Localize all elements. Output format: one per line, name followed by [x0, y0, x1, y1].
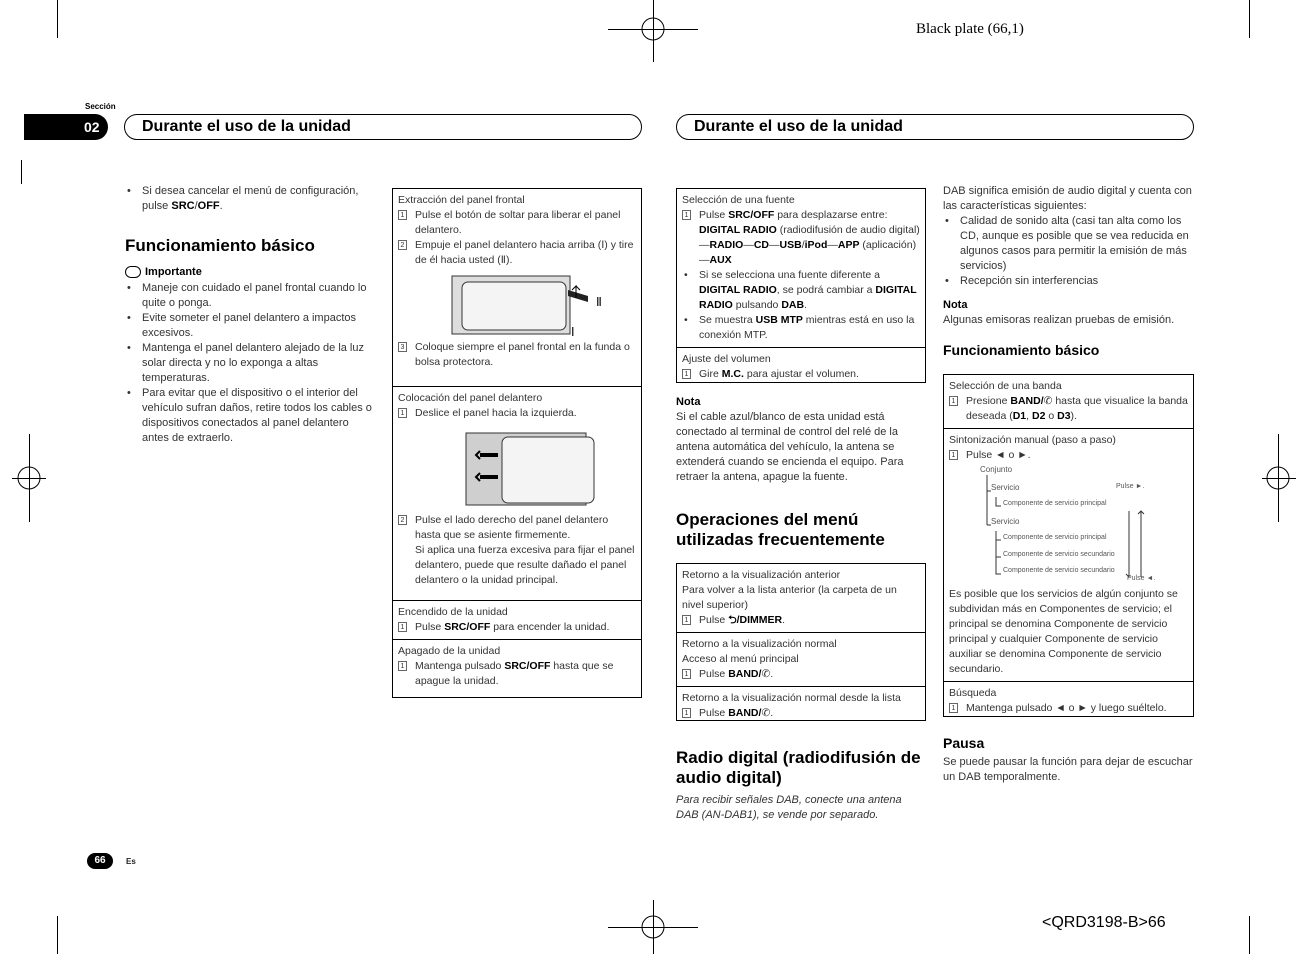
step: 1 Pulse SRC/OFF para encender la unidad. — [398, 620, 636, 635]
svg-text:Ⅱ: Ⅱ — [596, 295, 602, 309]
important-list — [125, 281, 377, 446]
section-title: Extracción del panel frontal — [398, 194, 525, 206]
step: 1 Gire M.C. para ajustar el volumen. — [682, 367, 920, 382]
column-4: DAB significa emisión de audio digital y cuenta con las características siguientes: • Calidad de sonido alta (casi tan alta como los CD, aunque es posible que se vea reducida en algunos casos para permitir la emisión de más servicios) • Recepción sin interferencias Nota Algunas emisoras realizan pruebas de emisión. Funcionamiento básico — [943, 184, 1194, 358]
section-retorno-normal: Retorno a la visualización normal Acceso al menú principal 1 Pulse BAND/✆. — [677, 633, 925, 687]
column-1 — [125, 184, 377, 446]
heading-operaciones: Operaciones del menú utilizadas frecuentemente — [676, 510, 885, 549]
phone-icon: ✆ — [761, 707, 771, 719]
document-code: <QRD3198-B>66 — [1042, 914, 1166, 931]
step: 3 Coloque siempre el panel frontal en la funda o bolsa protectora. — [398, 340, 636, 370]
registration-mark-icon — [636, 12, 670, 46]
step: 1 Mantenga pulsado ◄ o ► y luego suéltelo. — [949, 701, 1188, 716]
section-retorno-lista — [677, 687, 925, 725]
important-label: Importante — [125, 266, 377, 278]
heading-radio-digital: Radio digital (radiodifusión de audio digital) — [676, 748, 921, 787]
tree-node: Pulse ◄. — [1127, 575, 1156, 582]
antenna-note: Nota Si el cable azul/blanco de esta unidad está conectado al terminal de control del relé de la antena automática del vehículo, la antena se extenderá cuando se encienda el equipo. Para retraer la antena, apague la fuente. — [676, 396, 904, 483]
section-apagado — [393, 640, 641, 693]
section-busqueda — [944, 682, 1193, 720]
list-item: • Calidad de sonido alta (casi tan alta como los CD, aunque es posible que se vea reducida en algunos casos para permitir la emisión de más servicios) — [943, 214, 1194, 274]
section-title: Selección de una fuente — [682, 194, 795, 206]
section-title: Búsqueda — [949, 687, 997, 699]
list-item: • Si se selecciona una fuente diferente a DIGITAL RADIO, se podrá cambiar a DIGITAL RADIO pulsando DAB. — [682, 268, 920, 313]
page-number: 66 — [87, 853, 113, 869]
tree-node: Componente de servicio secundario — [1003, 551, 1115, 558]
language-code: Es — [126, 857, 136, 866]
svg-text:Ⅰ: Ⅰ — [571, 325, 575, 339]
source-notes — [682, 268, 920, 343]
list-item: • Evite someter el panel delantero a impactos excesivos. — [125, 311, 377, 341]
section-sintonizacion: Sintonización manual (paso a paso) 1 Pulse ◄ o ►. Conjunto Servicio Componente de servicio principal Servicio Componente de servicio principal Componente de servicio secundario Componente de servicio secundario Pulse ►. Pulse ◄. Es posible que los servicios de algún conjunto se subdividan más en Componentes de servicio; el principal se denomina Componente de servicio principal y cualquier Componente de servicio auxiliar se denomina Componente de servicio secundario. — [944, 429, 1193, 682]
panel-removal-illustration — [398, 268, 638, 340]
phone-icon: ✆ — [1043, 395, 1053, 407]
section-title: Colocación del panel delantero — [398, 392, 543, 404]
step: 1 Pulse el botón de soltar para liberar el panel delantero. — [398, 208, 636, 238]
step: 2 Pulse el lado derecho del panel delantero hasta que se asiente firmemente. Si aplica una fuerza excesiva para fijar el panel delantero, puede que resulte dañado el panel delantero o la unidad principal. — [398, 513, 636, 588]
step: 2 Empuje el panel delantero hacia arriba (Ⅰ) y tire de él hacia usted (Ⅱ). — [398, 238, 636, 268]
procedure-box-panel — [392, 188, 642, 698]
step: 1 Deslice el panel hacia la izquierda. — [398, 406, 636, 421]
plate-label: Black plate (66,1) — [916, 21, 1024, 37]
list-item: • Recepción sin interferencias — [943, 274, 1194, 289]
list-item: • Mantenga el panel delantero alejado de la luz solar directa y no lo exponga a altas temperaturas. — [125, 341, 377, 386]
procedure-box-source — [676, 188, 926, 383]
tree-node: Pulse ►. — [1116, 483, 1145, 490]
list-item: • Para evitar que el dispositivo o el interior del vehículo sufran daños, retire todos los cables o dispositivos conectados al panel delantero antes de extraerlo. — [125, 386, 377, 446]
crop-mark — [1249, 0, 1250, 38]
dab-features — [943, 214, 1194, 289]
section-volumen — [677, 348, 925, 386]
heading-funcionamiento: Funcionamiento básico — [125, 236, 315, 255]
heading-pausa: Pausa — [943, 735, 985, 751]
crop-mark — [1249, 916, 1250, 954]
registration-mark-icon — [12, 461, 46, 495]
tree-node: Componente de servicio principal — [1003, 534, 1107, 541]
list-item: • Si desea cancelar el menú de configuración, pulse SRC/OFF. — [125, 184, 377, 214]
registration-mark-icon — [636, 910, 670, 944]
important-icon — [125, 266, 141, 278]
section-colocacion — [393, 387, 641, 601]
section-title: Sintonización manual (paso a paso) — [949, 434, 1116, 446]
step: 1 Pulse SRC/OFF para desplazarse entre: DIGITAL RADIO (radiodifusión de audio digital)—RADIO—CD—USB/iPod—APP (aplicación)—AUX — [682, 208, 920, 268]
crop-mark — [21, 160, 22, 184]
step: 1 Presione BAND/✆ hasta que visualice la banda deseada (D1, D2 o D3). — [949, 394, 1188, 424]
crop-mark — [57, 0, 58, 38]
section-fuente — [677, 189, 925, 348]
section-label: Sección — [85, 102, 116, 111]
section-retorno-anterior: Retorno a la visualización anterior Para volver a la lista anterior (la carpeta de un nivel superior) 1 Pulse ⮌/DIMMER. — [677, 564, 925, 633]
step: 1 Pulse ◄ o ►. — [949, 448, 1188, 463]
section-extraccion — [393, 189, 641, 387]
tree-node: Conjunto — [980, 465, 1013, 474]
service-tree-diagram — [949, 463, 1188, 583]
procedure-box-dab — [943, 374, 1194, 717]
section-banda — [944, 375, 1193, 429]
step: 1 Mantenga pulsado SRC/OFF hasta que se apague la unidad. — [398, 659, 636, 689]
intro-list — [125, 184, 377, 214]
tree-lines — [949, 463, 1189, 583]
crop-mark — [0, 55, 38, 56]
section-title: Apagado de la unidad — [398, 645, 501, 657]
section-title: Retorno a la visualización normal — [682, 638, 837, 650]
registration-mark-icon — [1261, 461, 1295, 495]
header-title-right: Durante el uso de la unidad — [676, 114, 1194, 140]
panel-attach-illustration — [398, 421, 638, 513]
tree-node: Componente de servicio secundario — [1003, 567, 1115, 574]
section-title: Encendido de la unidad — [398, 606, 508, 618]
header-title-left: Durante el uso de la unidad — [124, 114, 642, 140]
step: 1 Pulse ⮌/DIMMER. — [682, 613, 920, 628]
list-item: • Se muestra USB MTP mientras está en uso la conexión MTP. — [682, 313, 920, 343]
crop-mark — [57, 916, 58, 954]
step: 1 Pulse BAND/✆. — [682, 667, 920, 682]
section-number: 02 — [24, 114, 108, 140]
pausa-text: Se puede pausar la función para dejar de escuchar un DAB temporalmente. — [943, 756, 1193, 783]
heading-funcionamiento-dab: Funcionamiento básico — [943, 342, 1100, 358]
section-encendido — [393, 601, 641, 640]
dab-intro: Para recibir señales DAB, conecte una antena DAB (AN-DAB1), se vende por separado. — [676, 794, 902, 821]
tree-node: Servicio — [991, 517, 1020, 526]
tree-node: Componente de servicio principal — [1003, 500, 1107, 507]
section-title: Selección de una banda — [949, 380, 1062, 392]
procedure-box-menu — [676, 563, 926, 721]
step: 1 Pulse BAND/✆. — [682, 706, 920, 721]
list-item: • Maneje con cuidado el panel frontal cuando lo quite o ponga. — [125, 281, 377, 311]
tree-node: Servicio — [991, 483, 1020, 492]
section-title: Retorno a la visualización anterior — [682, 569, 841, 581]
phone-icon: ✆ — [761, 668, 771, 680]
section-title: Ajuste del volumen — [682, 353, 771, 365]
section-title: Retorno a la visualización normal desde la lista — [682, 692, 901, 704]
